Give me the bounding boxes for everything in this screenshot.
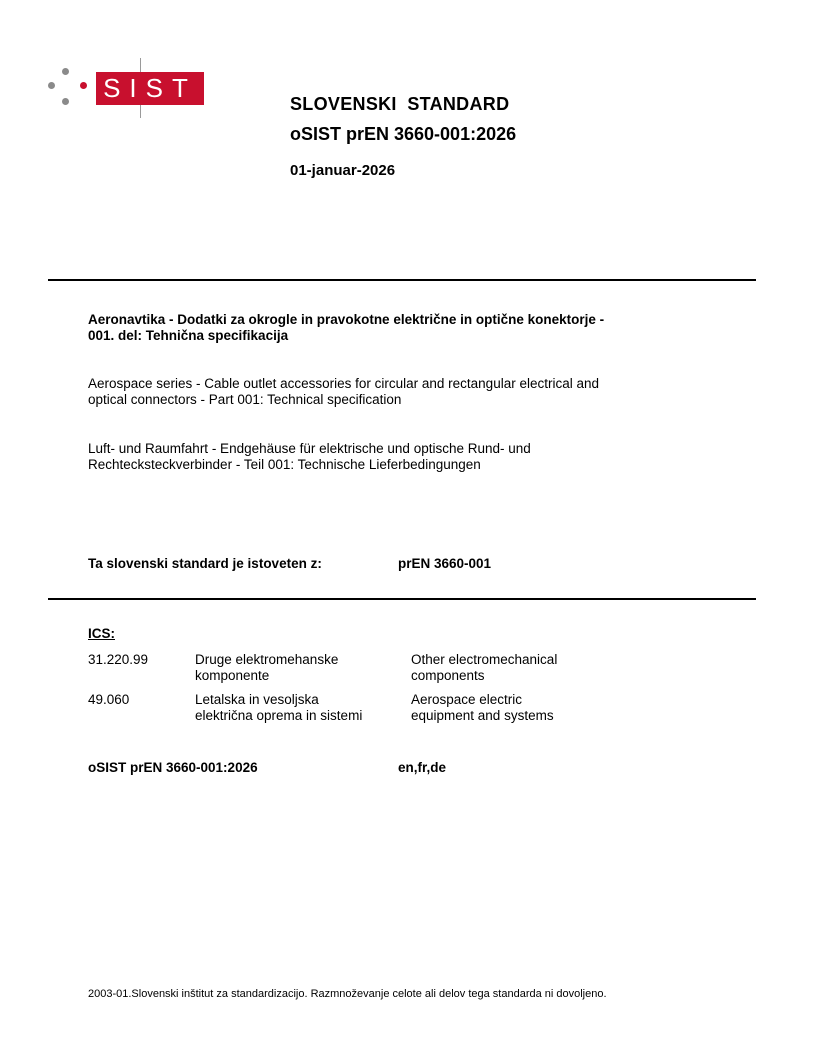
logo-dot-icon xyxy=(62,68,69,75)
document-languages: en,fr,de xyxy=(398,760,447,775)
identity-value: prEN 3660-001 xyxy=(398,556,492,571)
title-de-line-2: Rechtecksteckverbinder - Teil 001: Technische Lieferbedingungen xyxy=(88,457,481,472)
ics-description-en xyxy=(411,692,611,724)
standard-date: 01-januar-2026 xyxy=(290,162,396,179)
logo-dot-icon xyxy=(48,82,55,89)
sist-logo-dots xyxy=(48,66,88,110)
ics-description-sl xyxy=(195,652,405,684)
logo-dot-icon xyxy=(62,98,69,105)
copyright-footer: 2003-01.Slovenski inštitut za standardizacijo. Razmnoževanje celote ali delov tega standarda ni dovoljeno. xyxy=(88,988,607,1000)
ics-sl-line: električna oprema in sistemi xyxy=(195,708,363,723)
sist-logo: SIST xyxy=(96,72,204,105)
standard-code: oSIST prEN 3660-001:2026 xyxy=(290,124,517,144)
title-sl-line-1: Aeronavtika - Dodatki za okrogle in pravokotne električne in optične konektorje - xyxy=(88,312,605,327)
title-en-line-1: Aerospace series - Cable outlet accessories for circular and rectangular electrical and xyxy=(88,376,599,391)
ics-code: 49.060 xyxy=(88,692,130,707)
middle-rule xyxy=(48,598,756,600)
title-sl-line-2: 001. del: Tehnična specifikacija xyxy=(88,328,289,343)
standard-type: SLOVENSKI STANDARD xyxy=(290,94,510,114)
ics-label: ICS: xyxy=(88,626,115,641)
ics-en-line: Aerospace electric xyxy=(411,692,523,707)
ics-code: 31.220.99 xyxy=(88,652,149,667)
logo-dot-red-icon xyxy=(80,82,87,89)
ics-sl-line: Letalska in vesoljska xyxy=(195,692,319,707)
title-english xyxy=(88,376,728,408)
ics-description-sl xyxy=(195,692,405,724)
ics-sl-line: Druge elektromehanske xyxy=(195,652,339,667)
title-german xyxy=(88,441,728,473)
ics-en-line: components xyxy=(411,668,485,683)
identity-label: Ta slovenski standard je istoveten z: xyxy=(88,556,322,571)
document-code: oSIST prEN 3660-001:2026 xyxy=(88,760,258,775)
top-rule xyxy=(48,279,756,281)
ics-en-line: Other electromechanical xyxy=(411,652,558,667)
title-de-line-1: Luft- und Raumfahrt - Endgehäuse für elektrische und optische Rund- und xyxy=(88,441,531,456)
title-en-line-2: optical connectors - Part 001: Technical specification xyxy=(88,392,402,407)
ics-sl-line: komponente xyxy=(195,668,270,683)
ics-description-en xyxy=(411,652,611,684)
title-slovenian xyxy=(88,312,728,344)
ics-en-line: equipment and systems xyxy=(411,708,554,723)
